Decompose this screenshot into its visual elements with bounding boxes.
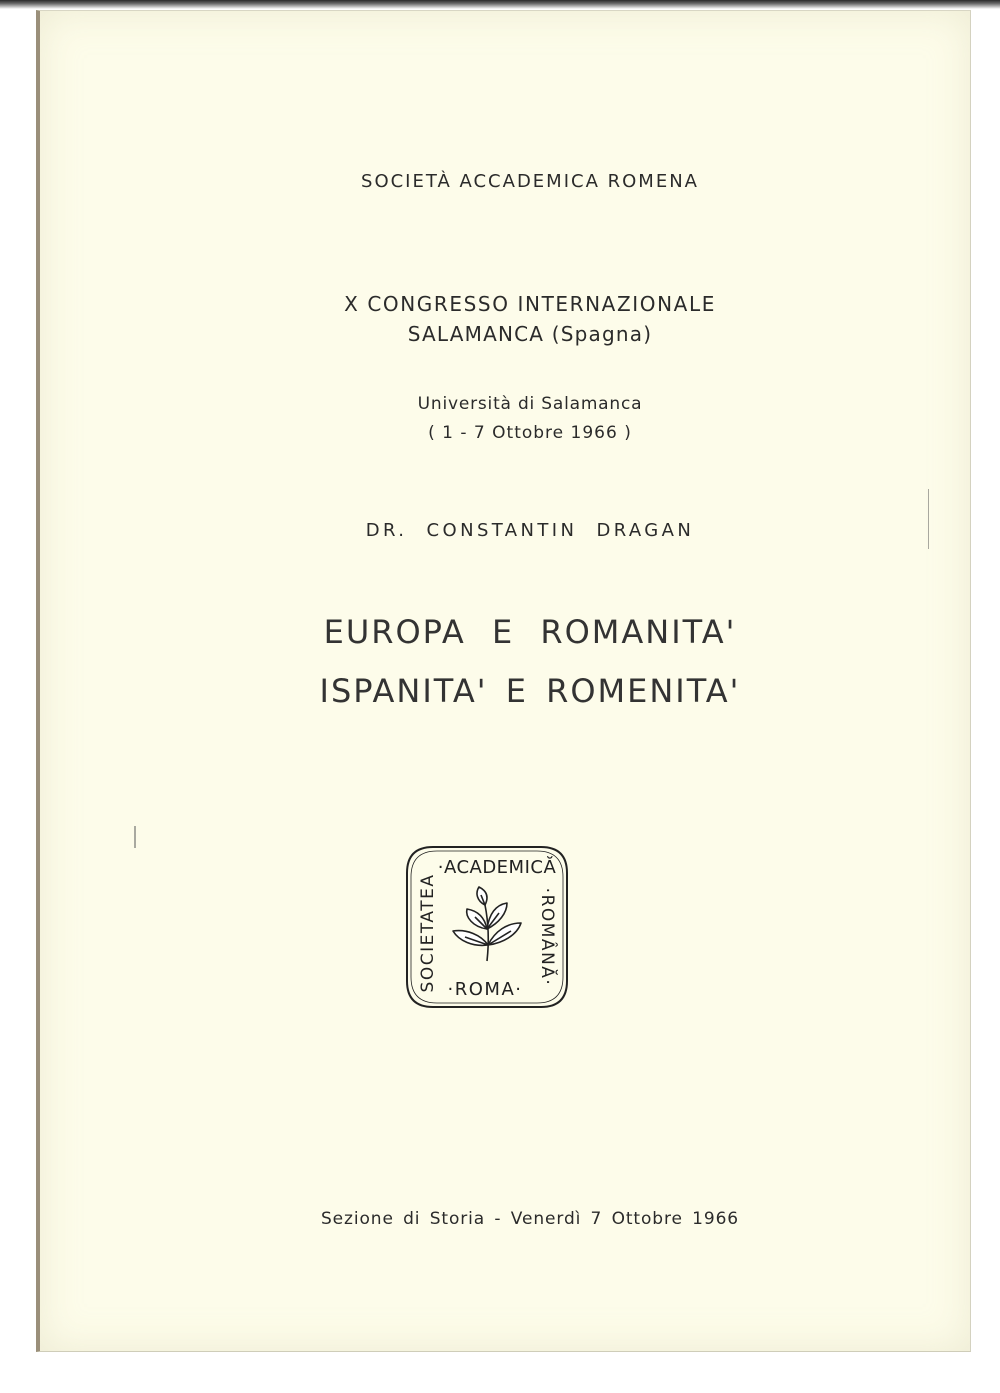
seal-top-text: ·ACADEMICĂ <box>437 857 557 878</box>
scan-top-edge <box>0 0 1000 9</box>
title-line-1: EUROPA E ROMANITA' <box>323 613 737 651</box>
scan-mark <box>134 826 136 848</box>
scan-mark <box>928 489 929 549</box>
congress-dates: ( 1 - 7 Ottobre 1966 ) <box>428 423 632 443</box>
congress-location: SALAMANCA (Spagna) <box>407 322 653 346</box>
society-seal <box>403 843 571 1011</box>
seal-right-text: ·ROMÂNĂ· <box>537 887 557 987</box>
society-name: SOCIETÀ ACCADEMICA ROMENA <box>361 171 699 192</box>
session-info: Sezione di Storia - Venerdì 7 Ottobre 1966 <box>320 1209 740 1229</box>
laurel-branch-icon <box>453 887 521 961</box>
university-name: Università di Salamanca <box>417 394 643 414</box>
author-name: DR. CONSTANTIN DRAGAN <box>365 520 695 541</box>
congress-title: X CONGRESSO INTERNAZIONALE <box>344 292 716 316</box>
seal-left-text: SOCIETATEA <box>418 873 438 993</box>
seal-bottom-text: ·ROMA· <box>447 979 523 1000</box>
title-line-2: ISPANITA' E ROMENITA' <box>319 672 741 710</box>
booklet-cover <box>36 10 971 1352</box>
